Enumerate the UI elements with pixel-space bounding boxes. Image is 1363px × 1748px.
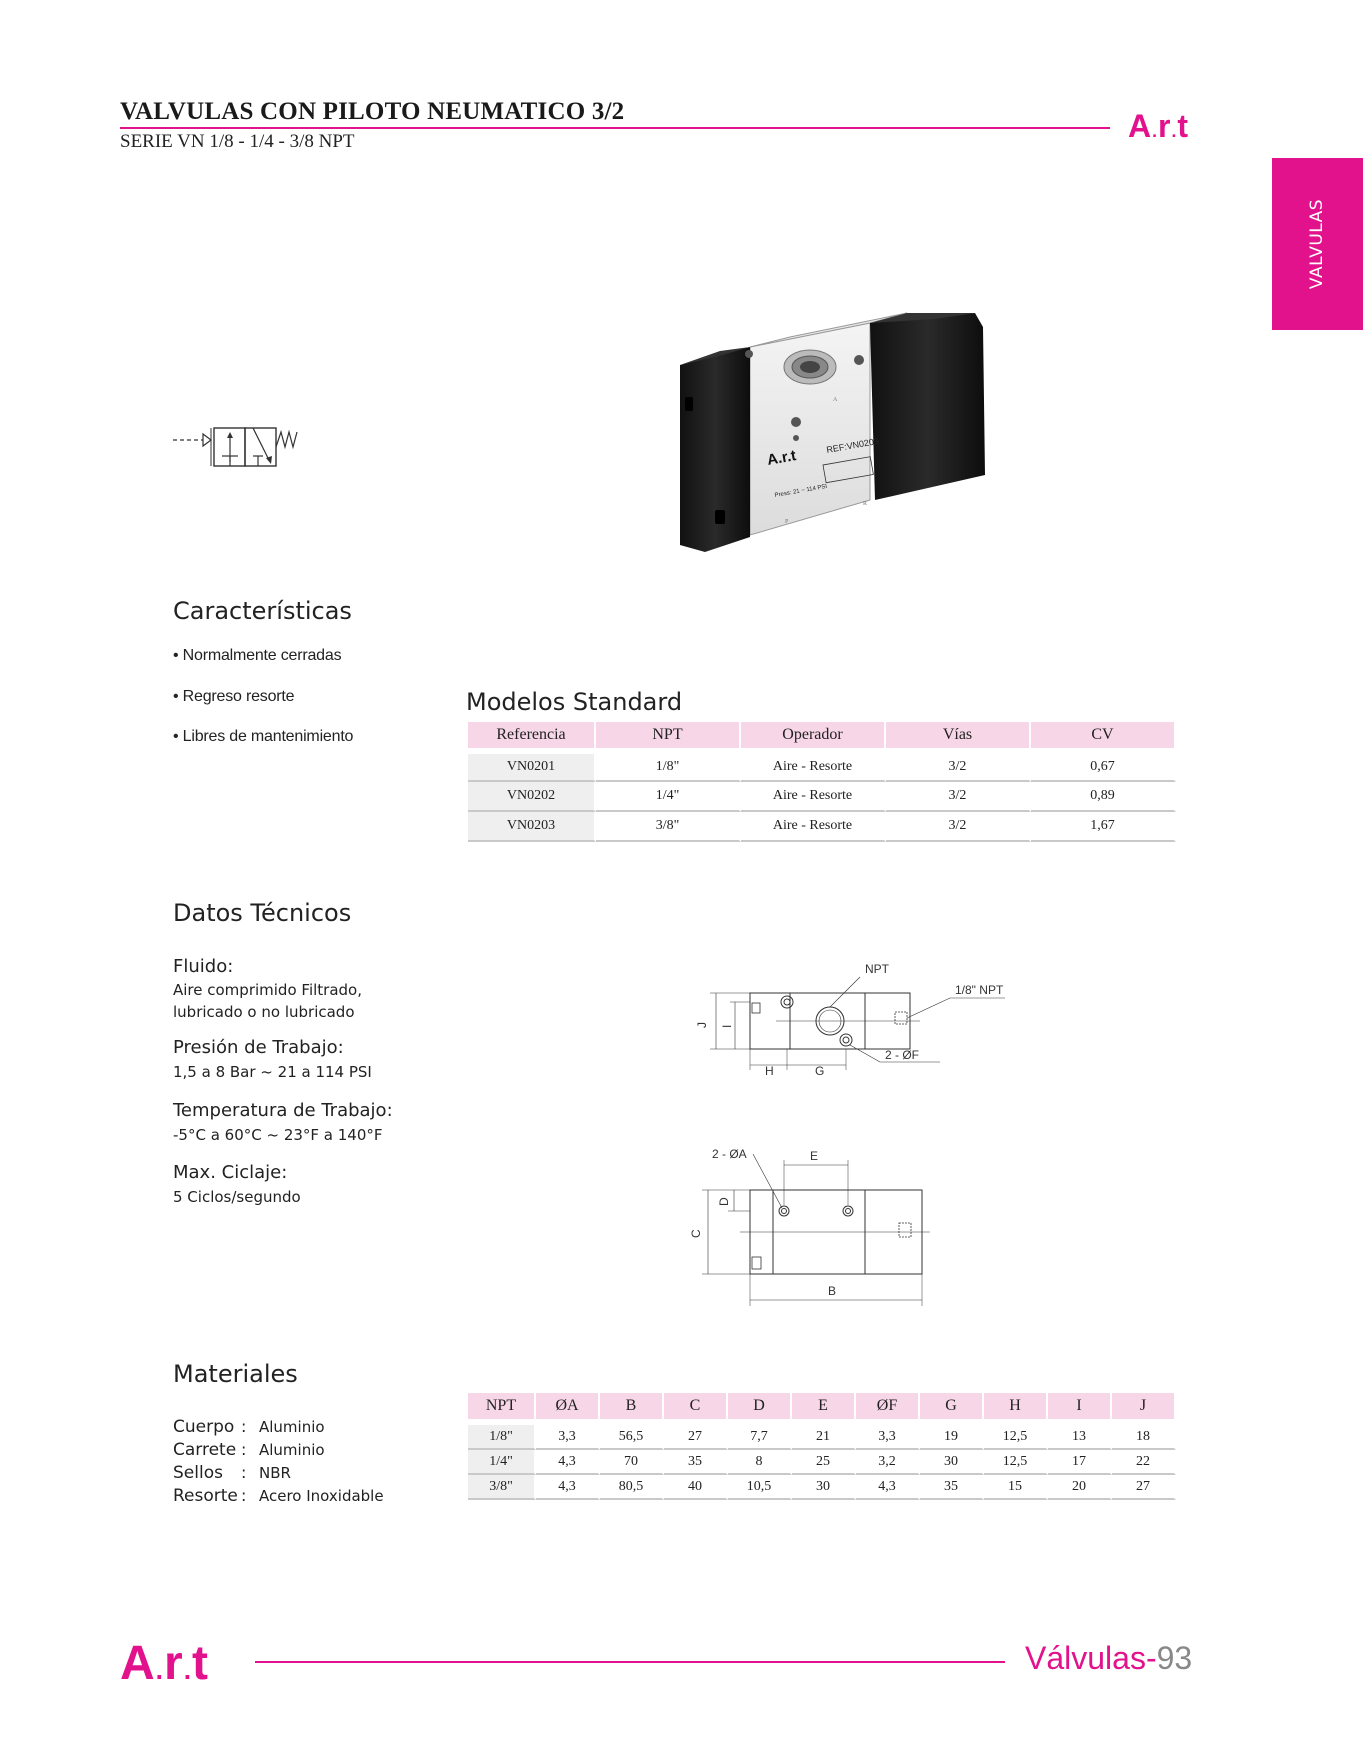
column-header: Referencia xyxy=(468,722,596,748)
logo-dot: . xyxy=(1171,121,1178,141)
table-cell: 3/2 xyxy=(886,754,1031,782)
table-cell: VN0202 xyxy=(468,782,596,812)
table-cell: 40 xyxy=(664,1475,728,1500)
table-row xyxy=(468,1425,1176,1450)
svg-text:A.r.t: A.r.t xyxy=(765,447,798,469)
materiales-heading: Materiales xyxy=(173,1360,298,1388)
footer-logo xyxy=(120,1636,209,1691)
column-header: Operador xyxy=(741,722,886,748)
column-header: J xyxy=(1112,1393,1176,1419)
table-cell: Aire - Resorte xyxy=(741,812,886,842)
logo-dot: . xyxy=(183,1655,193,1685)
dimension-drawing-top xyxy=(680,955,1020,1085)
column-header: B xyxy=(600,1393,664,1419)
column-header: NPT xyxy=(596,722,741,748)
table-cell: Aire - Resorte xyxy=(741,754,886,782)
dimension-drawing-side xyxy=(680,1140,940,1315)
svg-text:B: B xyxy=(828,1284,837,1298)
table-cell: VN0201 xyxy=(468,754,596,782)
caracteristicas-heading: Características xyxy=(173,597,352,625)
logo-letter-r: r xyxy=(1158,108,1172,144)
table-cell: 70 xyxy=(600,1450,664,1475)
modelos-heading: Modelos Standard xyxy=(466,688,683,716)
material-row xyxy=(173,1462,433,1485)
logo-dot: . xyxy=(1152,121,1158,141)
svg-text:P: P xyxy=(785,519,789,525)
table-cell: 30 xyxy=(920,1450,984,1475)
table-cell: 3,3 xyxy=(856,1425,920,1450)
svg-text:A: A xyxy=(833,397,838,403)
material-label: Cuerpo xyxy=(173,1417,235,1437)
table-cell: 4,3 xyxy=(536,1450,600,1475)
svg-text:I: I xyxy=(720,1024,734,1028)
column-header: CV xyxy=(1031,722,1176,748)
table-cell: 1/4" xyxy=(596,782,741,812)
logo-letter-t: t xyxy=(192,1637,210,1690)
material-value: Aluminio xyxy=(259,1418,325,1436)
logo-dot: . xyxy=(155,1655,165,1685)
feature-item: • Normalmente cerradas xyxy=(173,647,342,664)
material-colon: : xyxy=(241,1486,247,1505)
table-cell: 19 xyxy=(920,1425,984,1450)
table-cell: 3,3 xyxy=(536,1425,600,1450)
table-cell: 0,67 xyxy=(1031,754,1176,782)
header-rule xyxy=(120,127,1110,129)
footer-section: Válvulas- xyxy=(1025,1640,1157,1676)
logo-letter-a: A xyxy=(120,1637,156,1690)
table-cell: 1/4" xyxy=(468,1450,536,1475)
temperatura-label: Temperatura de Trabajo: xyxy=(173,1100,393,1121)
column-header: E xyxy=(792,1393,856,1419)
section-tab-label: VALVULAS xyxy=(1307,198,1328,290)
table-cell: 25 xyxy=(792,1450,856,1475)
table-cell: 3/2 xyxy=(886,812,1031,842)
table-row xyxy=(468,812,1176,842)
ciclaje-label: Max. Ciclaje: xyxy=(173,1162,288,1183)
table-cell: 3/8" xyxy=(468,1475,536,1500)
svg-text:REF:VN0203: REF:VN0203 xyxy=(825,435,880,455)
table-cell: 0,89 xyxy=(1031,782,1176,812)
footer-rule xyxy=(255,1661,1005,1663)
modelos-table xyxy=(468,722,1176,842)
material-label: Carrete xyxy=(173,1440,237,1460)
table-cell: 18 xyxy=(1112,1425,1176,1450)
column-header: D xyxy=(728,1393,792,1419)
table-cell: 3,2 xyxy=(856,1450,920,1475)
table-cell: Aire - Resorte xyxy=(741,782,886,812)
column-header: I xyxy=(1048,1393,1112,1419)
svg-text:E: E xyxy=(810,1149,819,1163)
table-row xyxy=(468,1475,1176,1500)
valve-product-image xyxy=(675,305,995,560)
fluido-value-line2: lubricado o no lubricado xyxy=(173,1003,355,1021)
column-header: C xyxy=(664,1393,728,1419)
table-cell: 10,5 xyxy=(728,1475,792,1500)
table-cell: 8 xyxy=(728,1450,792,1475)
feature-item: • Regreso resorte xyxy=(173,688,295,705)
table-cell: 1,67 xyxy=(1031,812,1176,842)
column-header: NPT xyxy=(468,1393,536,1419)
table-cell: 13 xyxy=(1048,1425,1112,1450)
logo-letter-a: A xyxy=(1128,108,1153,144)
column-header: ØF xyxy=(856,1393,920,1419)
table-row xyxy=(468,754,1176,782)
fluido-label: Fluido: xyxy=(173,956,234,977)
table-cell: VN0203 xyxy=(468,812,596,842)
presion-value: 1,5 a 8 Bar ~ 21 a 114 PSI xyxy=(173,1063,372,1081)
svg-text:H: H xyxy=(765,1064,774,1078)
page-subtitle: SERIE VN 1/8 - 1/4 - 3/8 NPT xyxy=(120,131,355,152)
table-row xyxy=(468,1450,1176,1475)
table-cell: 21 xyxy=(792,1425,856,1450)
svg-text:D: D xyxy=(717,1197,731,1206)
material-value: Aluminio xyxy=(259,1441,325,1459)
material-colon: : xyxy=(241,1440,247,1459)
svg-text:2 - ØF: 2 - ØF xyxy=(885,1048,920,1062)
materiales-list xyxy=(173,1416,433,1508)
material-value: NBR xyxy=(259,1464,291,1482)
material-row xyxy=(173,1485,433,1508)
svg-text:G: G xyxy=(815,1064,825,1078)
table-cell: 27 xyxy=(664,1425,728,1450)
table-cell: 22 xyxy=(1112,1450,1176,1475)
svg-text:C: C xyxy=(689,1229,703,1238)
material-value: Acero Inoxidable xyxy=(259,1487,384,1505)
material-label: Resorte xyxy=(173,1486,238,1506)
table-cell: 30 xyxy=(792,1475,856,1500)
table-cell: 12,5 xyxy=(984,1450,1048,1475)
svg-text:Press: 21 ~ 114 PSI: Press: 21 ~ 114 PSI xyxy=(774,483,828,499)
table-cell: 4,3 xyxy=(536,1475,600,1500)
valve-symbol-icon xyxy=(170,422,310,472)
table-cell: 3/2 xyxy=(886,782,1031,812)
page-title: VALVULAS CON PILOTO NEUMATICO 3/2 xyxy=(120,98,625,125)
table-cell: 3/8" xyxy=(596,812,741,842)
table-cell: 35 xyxy=(664,1450,728,1475)
material-colon: : xyxy=(241,1463,247,1482)
logo-letter-t: t xyxy=(1177,108,1189,144)
table-cell: 17 xyxy=(1048,1450,1112,1475)
table-cell: 15 xyxy=(984,1475,1048,1500)
table-cell: 1/8" xyxy=(596,754,741,782)
table-cell: 35 xyxy=(920,1475,984,1500)
page-footer xyxy=(1025,1640,1192,1677)
table-cell: 12,5 xyxy=(984,1425,1048,1450)
table-row xyxy=(468,782,1176,812)
svg-text:J: J xyxy=(695,1022,709,1028)
datos-heading: Datos Técnicos xyxy=(173,899,352,927)
column-header: ØA xyxy=(536,1393,600,1419)
temperatura-value: -5°C a 60°C ~ 23°F a 140°F xyxy=(173,1126,383,1144)
column-header: Vías xyxy=(886,722,1031,748)
feature-item: • Libres de mantenimiento xyxy=(173,728,354,745)
material-colon: : xyxy=(241,1417,247,1436)
column-header: H xyxy=(984,1393,1048,1419)
svg-text:NPT: NPT xyxy=(865,962,889,976)
table-cell: 56,5 xyxy=(600,1425,664,1450)
table-cell: 80,5 xyxy=(600,1475,664,1500)
svg-text:1/8" NPT: 1/8" NPT xyxy=(955,983,1004,997)
fluido-value-line1: Aire comprimido Filtrado, xyxy=(173,981,362,999)
material-row xyxy=(173,1416,433,1439)
page-number: 93 xyxy=(1156,1640,1193,1676)
brand-logo xyxy=(1128,108,1189,145)
table-cell: 27 xyxy=(1112,1475,1176,1500)
presion-label: Presión de Trabajo: xyxy=(173,1037,344,1058)
material-label: Sellos xyxy=(173,1463,223,1483)
svg-text:2 - ØA: 2 - ØA xyxy=(712,1147,747,1161)
column-header: G xyxy=(920,1393,984,1419)
table-cell: 1/8" xyxy=(468,1425,536,1450)
ciclaje-value: 5 Ciclos/segundo xyxy=(173,1188,301,1206)
material-row xyxy=(173,1439,433,1462)
logo-letter-r: r xyxy=(164,1637,184,1690)
dimensiones-table xyxy=(468,1393,1176,1500)
table-cell: 20 xyxy=(1048,1475,1112,1500)
svg-text:R: R xyxy=(863,501,868,507)
table-cell: 7,7 xyxy=(728,1425,792,1450)
table-cell: 4,3 xyxy=(856,1475,920,1500)
